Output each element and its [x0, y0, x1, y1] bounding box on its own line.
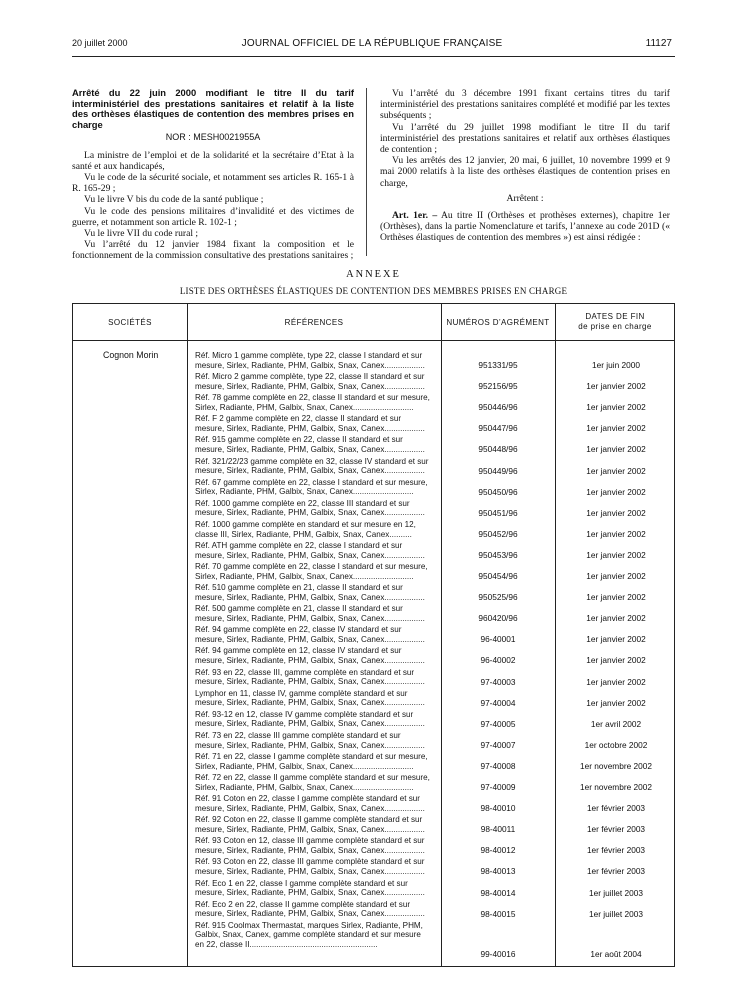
approval-number: 950448/96 [478, 444, 518, 455]
end-date: 1er février 2003 [586, 866, 646, 877]
reference-line: Réf. Micro 2 gamme complète, type 22, classe II standard et sur [195, 372, 425, 382]
end-date: 1er août 2004 [590, 948, 642, 959]
reference-line: Réf. 321/22/23 gamme complète en 32, classe IV standard et sur [195, 456, 429, 466]
reference-cell [195, 773, 431, 793]
approval-number: 98-40013 [480, 866, 516, 877]
reference-cell [195, 625, 431, 645]
reference-cell [195, 921, 431, 950]
table-row [73, 604, 676, 625]
approval-number: 950451/96 [478, 507, 518, 518]
approval-number: 97-40004 [480, 697, 516, 708]
header-rule [72, 56, 675, 57]
reference-line: classe III, Sirlex, Radiante, PHM, Galbix, Snax, Canex.......... [195, 529, 412, 539]
reference-line: Réf. 72 en 22, classe II gamme complète standard et sur mesure, [195, 773, 430, 782]
reference-line: mesure, Sirlex, Radiante, PHM, Galbix, Snax, Canex.................. [195, 803, 425, 813]
reference-line: Galbix, Snax, Canex, gamme complète standard et sur mesure [195, 930, 421, 940]
reference-cell [195, 689, 431, 709]
issue-date: 20 juillet 2000 [72, 38, 128, 48]
approval-number: 950452/96 [478, 528, 518, 539]
reference-line: Sirlex, Radiante, PHM, Galbix, Snax, Canex........................... [195, 402, 414, 412]
table-row [73, 372, 676, 393]
paragraph: Vu le code des pensions militaires d’invalidité et des victimes de guerre, et notamment son article R. 102-1 ; [72, 205, 354, 228]
reference-line: mesure, Sirlex, Radiante, PHM, Galbix, Snax, Canex.................. [195, 698, 425, 708]
reference-line: mesure, Sirlex, Radiante, PHM, Galbix, Snax, Canex.................. [195, 508, 425, 518]
end-date: 1er janvier 2002 [586, 549, 646, 560]
reference-line: mesure, Sirlex, Radiante, PHM, Galbix, Snax, Canex.................. [195, 867, 425, 877]
end-date: 1er janvier 2002 [586, 634, 646, 645]
reference-line: Réf. 78 gamme complète en 22, classe II standard et sur mesure, [195, 393, 430, 403]
table-row [73, 541, 676, 562]
dates-header-line2: de prise en charge [578, 322, 652, 331]
table-row [73, 499, 676, 520]
reference-cell [195, 562, 431, 582]
reference-line: mesure, Sirlex, Radiante, PHM, Galbix, Snax, Canex.................. [195, 888, 425, 898]
approval-number: 950453/96 [478, 549, 518, 560]
dates-header-line1: DATES DE FIN [585, 312, 645, 321]
end-date: 1er avril 2002 [590, 718, 642, 729]
reference-line: Réf. F 2 gamme complète en 22, classe II standard et sur [195, 414, 402, 424]
reference-line: Réf. 93 Coton en 12, classe III gamme complète standard et sur [195, 836, 425, 846]
reference-line: Réf. Eco 1 en 22, classe I gamme complète standard et sur [195, 878, 408, 888]
table-row [73, 478, 676, 499]
reference-line: Sirlex, Radiante, PHM, Galbix, Snax, Canex........................... [195, 782, 414, 792]
reference-line: Sirlex, Radiante, PHM, Galbix, Snax, Canex........................... [195, 761, 414, 771]
approval-number: 950450/96 [478, 486, 518, 497]
reference-line: mesure, Sirlex, Radiante, PHM, Galbix, Snax, Canex.................. [195, 909, 425, 919]
end-date: 1er juin 2000 [592, 360, 640, 370]
article-text: Au titre II (Orthèses et prothèses externes), chapitre 1er (Orthèses), dans la partie Nomenclature et tarifs, l’annexe au code 201D (« Orthèses élastiques de contention des membres ») est ainsi rédigée : [380, 210, 670, 244]
column-header-numeros: NUMÉROS D’AGRÉMENT [441, 304, 555, 341]
reference-line: Réf. 93 Coton en 22, classe III gamme complète standard et sur [195, 857, 425, 867]
article-label: Art. 1er. – [392, 210, 438, 222]
table-row [73, 435, 676, 456]
reference-cell [195, 879, 431, 899]
end-date: 1er janvier 2002 [586, 402, 646, 413]
reference-line: mesure, Sirlex, Radiante, PHM, Galbix, Snax, Canex.................. [195, 846, 425, 856]
approval-number: 96-40001 [480, 634, 516, 645]
running-header [72, 38, 672, 52]
paragraph: Vu l’arrêté du 29 juillet 1998 modifiant le titre II du tarif interministériel des prestations sanitaires et relatif aux orthèses élastiques de contention ; [380, 121, 670, 156]
page-number: 11127 [645, 38, 672, 49]
reference-line: Réf. 1000 gamme complète en standard et sur mesure en 12, [195, 519, 416, 529]
reference-line: Sirlex, Radiante, PHM, Galbix, Snax, Canex........................... [195, 487, 414, 497]
reference-line: Réf. 71 en 22, classe I gamme complète standard et sur mesure, [195, 751, 428, 761]
article-1 [380, 210, 670, 244]
reference-line: mesure, Sirlex, Radiante, PHM, Galbix, Snax, Canex.................. [195, 381, 425, 391]
reference-cell [195, 710, 431, 730]
reference-line: Réf. 915 gamme complète en 22, classe II standard et sur [195, 435, 403, 445]
paragraph: La ministre de l’emploi et de la solidarité et la secrétaire d’Etat à la santé et aux handicapés, [72, 149, 354, 172]
reference-cell [195, 541, 431, 561]
column-header-dates [555, 304, 675, 341]
table-row [73, 520, 676, 541]
approval-number: 98-40014 [480, 887, 516, 898]
end-date: 1er janvier 2002 [586, 444, 646, 455]
company-name: Cognon Morin [103, 350, 159, 360]
end-date: 1er janvier 2002 [586, 592, 646, 603]
approval-number: 960420/96 [478, 613, 518, 624]
right-column [380, 88, 670, 244]
reference-line: Sirlex, Radiante, PHM, Galbix, Snax, Canex........................... [195, 571, 414, 581]
reference-line: Réf. 93-12 en 12, classe IV gamme complète standard et sur [195, 709, 414, 719]
table-row [73, 689, 676, 710]
reference-line: Réf. 500 gamme complète en 21, classe II standard et sur [195, 604, 403, 614]
end-date: 1er janvier 2002 [586, 655, 646, 666]
reference-cell [195, 583, 431, 603]
paragraph: Vu le livre V bis du code de la santé publique ; [84, 194, 264, 206]
end-date: 1er février 2003 [586, 803, 646, 814]
reference-line: Réf. ATH gamme complète en 22, classe I standard et sur [195, 540, 403, 550]
table-row [73, 562, 676, 583]
reference-line: en 22, classe II......................................................... [195, 940, 378, 950]
end-date: 1er janvier 2002 [586, 507, 646, 518]
column-header-references: RÉFÉRENCES [187, 304, 441, 341]
table-row [73, 457, 676, 478]
reference-cell [195, 794, 431, 814]
reference-line: Réf. 92 Coton en 22, classe II gamme complète standard et sur [195, 815, 423, 825]
approval-number: 96-40002 [480, 655, 516, 666]
approval-number: 950446/96 [478, 402, 518, 413]
reference-line: mesure, Sirlex, Radiante, PHM, Galbix, Snax, Canex.................. [195, 677, 425, 687]
end-date: 1er janvier 2002 [586, 613, 646, 624]
approval-number: 98-40010 [480, 803, 516, 814]
table-row [73, 710, 676, 731]
end-date: 1er janvier 2002 [586, 423, 646, 434]
end-date: 1er janvier 2002 [586, 571, 646, 581]
reference-line: Réf. Eco 2 en 22, classe II gamme complète standard et sur [195, 899, 411, 909]
journal-title: JOURNAL OFFICIEL DE LA RÉPUBLIQUE FRANÇAISE [241, 38, 503, 49]
table-row [73, 731, 676, 752]
reference-line: mesure, Sirlex, Radiante, PHM, Galbix, Snax, Canex.................. [195, 719, 425, 729]
annexe-title: ANNEXE [346, 269, 401, 280]
reference-line: Réf. 94 gamme complète en 12, classe IV standard et sur [195, 646, 402, 656]
table-row [73, 646, 676, 667]
end-date: 1er février 2003 [586, 845, 646, 856]
table-row [73, 393, 676, 414]
reference-cell [195, 668, 431, 688]
reference-cell [195, 646, 431, 666]
table-row [73, 773, 676, 794]
paragraph: Vu l’arrêté du 3 décembre 1991 fixant certains titres du tarif interministériel des prestations sanitaires complété et modifié par les textes subséquents ; [380, 88, 670, 122]
reference-cell [195, 604, 431, 624]
reference-cell [195, 857, 431, 877]
reference-cell [195, 731, 431, 751]
reference-line: Réf. 73 en 22, classe III gamme complète standard et sur [195, 730, 401, 740]
end-date: 1er juillet 2003 [589, 887, 643, 898]
end-date: 1er novembre 2002 [580, 760, 652, 771]
reference-line: mesure, Sirlex, Radiante, PHM, Galbix, Snax, Canex.................. [195, 635, 425, 645]
column-header-societes: SOCIÉTÉS [73, 304, 187, 341]
reference-line: mesure, Sirlex, Radiante, PHM, Galbix, Snax, Canex.................. [195, 360, 425, 370]
reference-line: mesure, Sirlex, Radiante, PHM, Galbix, Snax, Canex.................. [195, 613, 425, 623]
approval-number: 952156/95 [478, 381, 518, 392]
reference-line: mesure, Sirlex, Radiante, PHM, Galbix, Snax, Canex.................. [195, 656, 425, 666]
end-date: 1er novembre 2002 [580, 782, 652, 792]
reference-line: Réf. 67 gamme complète en 22, classe I standard et sur mesure, [195, 477, 428, 487]
approval-number: 98-40011 [480, 824, 516, 835]
reference-cell [195, 372, 431, 392]
end-date: 1er janvier 2002 [586, 697, 646, 708]
reference-line: Réf. 93 en 22, classe III, gamme complète en standard et sur [195, 667, 415, 677]
table-row [73, 815, 676, 836]
reference-cell [195, 351, 431, 371]
end-date: 1er janvier 2002 [586, 465, 646, 476]
table-row [73, 351, 676, 372]
reference-cell [195, 752, 431, 772]
paragraph: Vu le livre VII du code rural ; [84, 228, 199, 239]
reference-cell [195, 414, 431, 434]
reference-cell [195, 457, 431, 477]
end-date: 1er février 2003 [586, 824, 646, 835]
approval-number: 97-40008 [480, 760, 516, 771]
table-row [73, 794, 676, 815]
table-row [73, 625, 676, 646]
reference-line: Réf. Micro 1 gamme complète, type 22, classe I standard et sur [195, 351, 423, 360]
approval-number: 97-40009 [480, 782, 516, 792]
reference-cell [195, 393, 431, 413]
reference-line: mesure, Sirlex, Radiante, PHM, Galbix, Snax, Canex.................. [195, 550, 425, 560]
table-row [73, 414, 676, 435]
approval-number: 950449/96 [478, 465, 518, 476]
column-separator [366, 88, 367, 256]
reference-cell [195, 499, 431, 519]
reference-line: Réf. 94 gamme complète en 22, classe IV standard et sur [195, 625, 402, 635]
table-row [73, 668, 676, 689]
end-date: 1er janvier 2002 [586, 528, 646, 539]
end-date: 1er janvier 2002 [586, 486, 646, 497]
reference-cell [195, 900, 431, 920]
reference-line: Réf. 1000 gamme complète en 22, classe III standard et sur [195, 498, 410, 508]
reference-line: Réf. 510 gamme complète en 21, classe II standard et sur [195, 583, 403, 593]
table-row [73, 879, 676, 900]
paragraph: Vu l’arrêté du 12 janvier 1984 fixant la composition et le fonctionnement de la commission consultative des prestations sanitaires ; [72, 239, 354, 262]
table-row [73, 836, 676, 857]
approval-number: 99-40016 [480, 948, 516, 959]
approval-number: 950447/96 [478, 423, 518, 434]
table-row [73, 920, 676, 959]
approval-number: 98-40012 [480, 845, 516, 856]
reference-cell [195, 520, 431, 540]
reference-line: Réf. 70 gamme complète en 22, classe I standard et sur mesure, [195, 562, 428, 571]
reference-cell [195, 435, 431, 455]
orthoses-table [72, 303, 675, 967]
approval-number: 950454/96 [478, 571, 518, 581]
end-date: 1er janvier 2002 [586, 676, 646, 687]
table-row [73, 583, 676, 604]
reference-line: mesure, Sirlex, Radiante, PHM, Galbix, Snax, Canex.................. [195, 740, 425, 750]
decree-title: Arrêté du 22 juin 2000 modifiant le titre II du tarif interministériel des prestations sanitaires et relatif à la liste des orthèses élastiques de contention des membres prises en charge [72, 87, 354, 130]
reference-line: mesure, Sirlex, Radiante, PHM, Galbix, Snax, Canex.................. [195, 424, 425, 434]
reference-line: Réf. 915 Coolmax Thermastat, marques Sirlex, Radiante, PHM, [195, 920, 423, 930]
end-date: 1er juillet 2003 [589, 908, 643, 919]
reference-line: Lymphor en 11, classe IV, gamme complète standard et sur [195, 688, 408, 698]
reference-cell [195, 815, 431, 835]
table-row [73, 752, 676, 773]
reference-cell [195, 836, 431, 856]
reference-line: mesure, Sirlex, Radiante, PHM, Galbix, Snax, Canex.................. [195, 445, 425, 455]
table-row [73, 900, 676, 921]
left-column [72, 88, 354, 262]
reference-line: mesure, Sirlex, Radiante, PHM, Galbix, Snax, Canex.................. [195, 466, 425, 476]
nor-reference: NOR : MESH0021955A [165, 132, 261, 143]
approval-number: 950525/96 [478, 592, 518, 603]
table-row [73, 857, 676, 878]
end-date: 1er janvier 2002 [586, 381, 646, 392]
reference-line: mesure, Sirlex, Radiante, PHM, Galbix, Snax, Canex.................. [195, 592, 425, 602]
left-paragraphs [72, 150, 354, 262]
approval-number: 98-40015 [480, 908, 516, 919]
arretent-heading: Arrêtent : [506, 192, 544, 204]
approval-number: 97-40005 [480, 718, 516, 729]
reference-cell [195, 478, 431, 498]
approval-number: 97-40007 [480, 739, 516, 750]
reference-line: Réf. 91 Coton en 22, classe I gamme complète standard et sur [195, 794, 420, 804]
reference-line: mesure, Sirlex, Radiante, PHM, Galbix, Snax, Canex.................. [195, 824, 425, 834]
paragraph: Vu le code de la sécurité sociale, et notamment ses articles R. 165-1 à R. 165-29 ; [72, 171, 354, 195]
approval-number: 951331/95 [478, 360, 518, 370]
annexe-subtitle: LISTE DES ORTHÈSES ÉLASTIQUES DE CONTENTION DES MEMBRES PRISES EN CHARGE [179, 286, 568, 296]
end-date: 1er octobre 2002 [584, 739, 648, 750]
approval-number: 97-40003 [480, 676, 516, 687]
paragraph: Vu les arrêtés des 12 janvier, 20 mai, 6 juillet, 10 novembre 1999 et 9 mai 2000 relatifs à la liste des orthèses élastiques de contention prises en charge, [380, 155, 670, 189]
